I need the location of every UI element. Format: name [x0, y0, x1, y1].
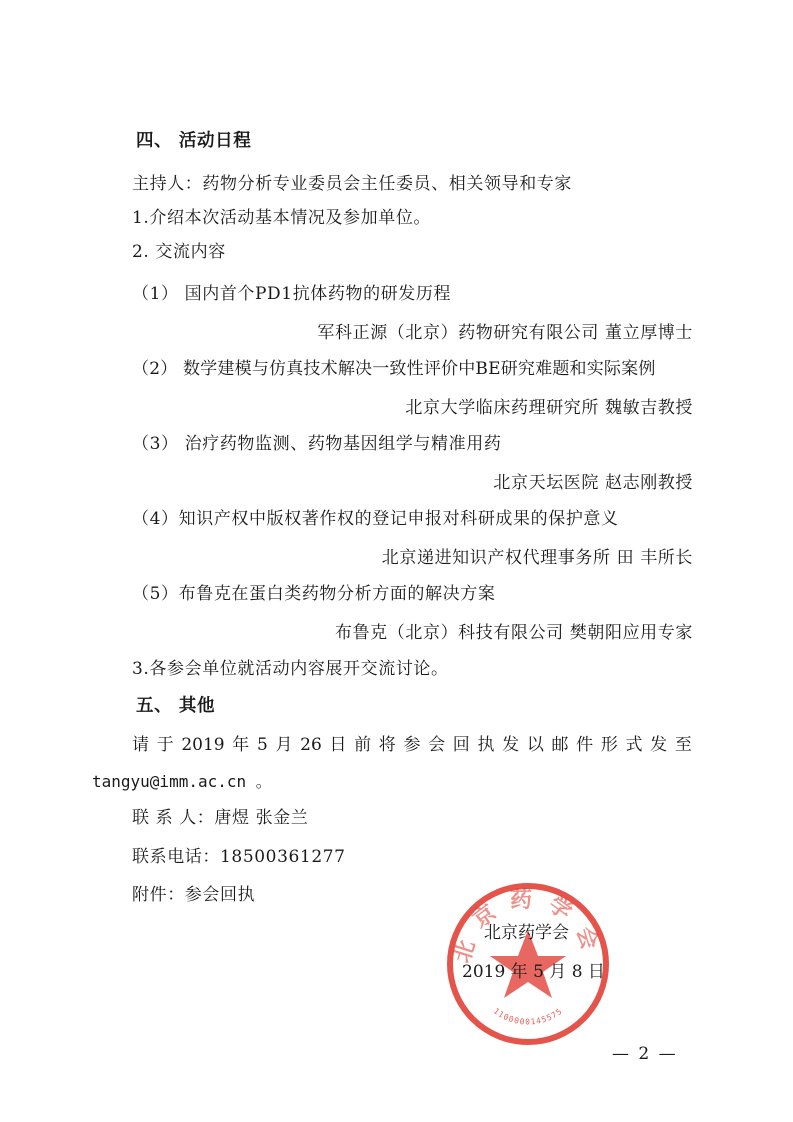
- contact-email[interactable]: tangyu@imm.ac.cn 。: [92, 772, 272, 791]
- notice-word: 前: [354, 735, 372, 755]
- talk-2-speaker: 北京大学临床药理研究所 魏敏吉教授: [405, 398, 693, 418]
- notice-word: 2019: [181, 735, 225, 755]
- talk-4-title: （4）知识产权中版权著作权的登记申报对科研成果的保护意义: [132, 509, 619, 529]
- page-number: — 2 —: [612, 1044, 678, 1064]
- notice-word: 以: [526, 735, 544, 755]
- notice-word: 件: [576, 735, 594, 755]
- signature-org: 北京药学会: [484, 923, 569, 943]
- signature-date: 2019 年 5 月 8 日: [462, 962, 605, 982]
- notice-word: 26: [300, 735, 322, 755]
- seal-top-text: 北京药学会: [449, 887, 607, 966]
- notice-line: [132, 734, 692, 756]
- notice-word: 会: [428, 735, 446, 755]
- notice-word: 发: [650, 735, 668, 755]
- talk-5-speaker: 布鲁克（北京）科技有限公司 樊朝阳应用专家: [334, 623, 693, 643]
- agenda-item-2: 2. 交流内容: [132, 242, 226, 262]
- notice-word: 回: [452, 735, 470, 755]
- talk-5-title: （5）布鲁克在蛋白类药物分析方面的解决方案: [132, 584, 496, 604]
- notice-word: 日: [329, 735, 347, 755]
- notice-word: 请: [132, 735, 149, 755]
- notice-word: 参: [403, 735, 421, 755]
- section-4-heading: 四、 活动日程: [136, 131, 252, 151]
- contact-person: 联 系 人：唐煜 张金兰: [132, 808, 309, 828]
- contact-phone: 联系电话：18500361277: [132, 847, 346, 867]
- notice-word: 邮: [551, 735, 569, 755]
- talk-1-title: （1） 国内首个PD1抗体药物的研发历程: [132, 284, 452, 304]
- agenda-item-3: 3.各参会单位就活动内容展开交流讨论。: [132, 659, 449, 679]
- attachment-line: 附件：参会回执: [132, 885, 256, 905]
- notice-word: 月: [275, 735, 293, 755]
- talk-3-title: （3） 治疗药物监测、药物基因组学与精准用药: [132, 434, 502, 454]
- notice-word: 发: [502, 735, 520, 755]
- notice-word: 将: [378, 735, 396, 755]
- talk-3-speaker: 北京天坛医院 赵志刚教授: [493, 473, 693, 493]
- agenda-item-1: 1.介绍本次活动基本情况及参加单位。: [132, 208, 432, 228]
- notice-word: 年: [232, 735, 250, 755]
- notice-word: 至: [674, 735, 692, 755]
- notice-word: 式: [625, 735, 643, 755]
- talk-1-speaker: 军科正源（北京）药物研究有限公司 董立厚博士: [317, 323, 693, 343]
- notice-word: 执: [477, 735, 495, 755]
- host-line: 主持人：药物分析专业委员会主任委员、相关领导和专家: [132, 174, 572, 194]
- section-5-heading: 五、 其他: [136, 696, 216, 716]
- notice-word: 5: [256, 735, 268, 755]
- talk-4-speaker: 北京递进知识产权代理事务所 田 丰所长: [381, 548, 693, 568]
- notice-word: 形: [600, 735, 618, 755]
- seal-code: 1100000145575: [491, 1006, 565, 1027]
- notice-word: 于: [156, 735, 174, 755]
- talk-2-title: （2） 数学建模与仿真技术解决一致性评价中BE研究难题和实际案例: [132, 359, 656, 379]
